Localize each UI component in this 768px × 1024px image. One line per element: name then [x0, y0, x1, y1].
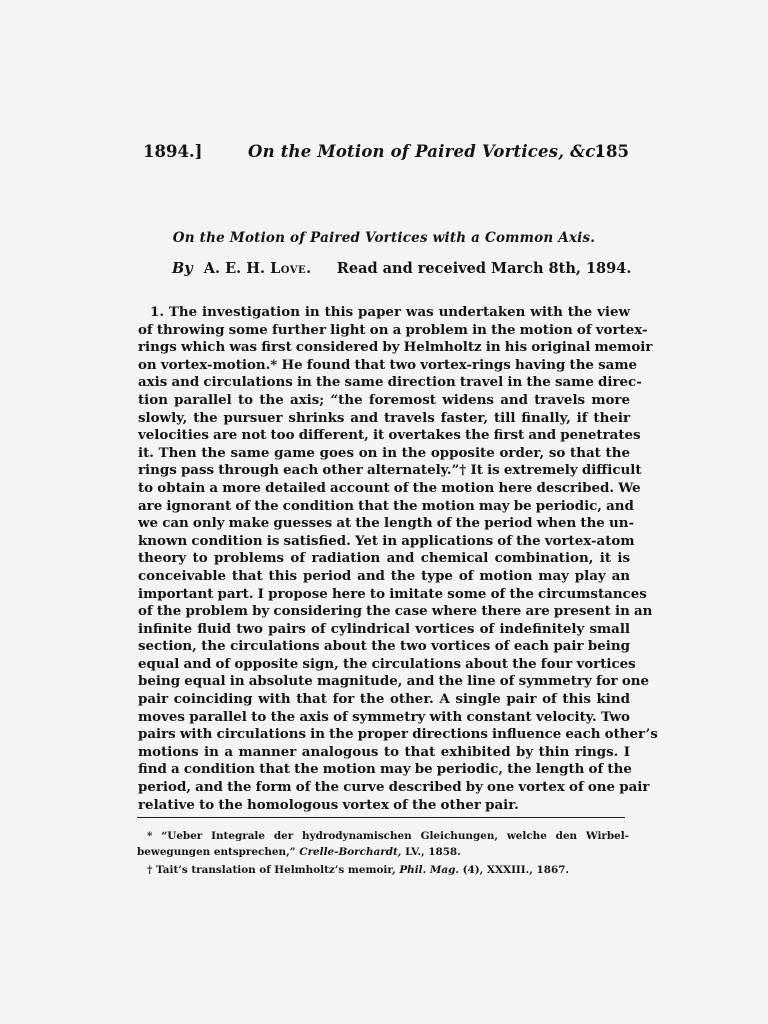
running-header	[143, 142, 633, 166]
paragraph-line: pairs with circulations in the proper directions influence each other’s	[138, 726, 658, 743]
article-title: On the Motion of Paired Vortices with a Common Axis.	[172, 230, 596, 246]
paragraph-line: velocities are not too different, it overtakes the first and penetrates	[138, 427, 641, 444]
footnote-1-volume: LV., 1858.	[405, 845, 461, 858]
footnote-1-journal: Crelle-Borchardt,	[299, 845, 402, 858]
paragraph-line: conceivable that this period and the type of motion may play an	[138, 567, 630, 584]
footnote-1-text: bewegungen entsprechen,”	[137, 845, 296, 858]
paragraph-line: section, the circulations about the two vortices of each pair being	[138, 638, 630, 655]
paragraph-line: period, and the form of the curve described by one vortex of one pair	[138, 779, 650, 796]
paragraph-line: equal and of opposite sign, the circulations about the four vortices	[138, 655, 636, 672]
paragraph-line: motions in a manner analogous to that exhibited by thin rings. I	[138, 743, 630, 760]
paragraph-line: of the problem by considering the case where there are present in an	[138, 603, 653, 620]
paragraph-line: we can only make guesses at the length of the period when the un-	[138, 515, 635, 532]
paragraph-line: find a condition that the motion may be periodic, the length of the	[138, 761, 632, 778]
header-running-title: On the Motion of Paired Vortices, &c.	[248, 142, 602, 161]
byline-read-date: Read and received March 8th, 1894.	[336, 260, 632, 277]
body-paragraph	[138, 304, 658, 814]
paragraph-line: to obtain a more detailed account of the motion here described. We	[138, 479, 641, 496]
byline-author-initials: A. E. H.	[203, 260, 265, 277]
paragraph-line: known condition is satisfied. Yet in applications of the vortex-atom	[138, 532, 635, 549]
footnote-2	[137, 863, 629, 879]
paragraph-line: important part. I propose here to imitate some of the circumstances	[138, 585, 647, 602]
footnote-2-text: † Tait’s translation of Helmholtz’s memoir,	[147, 864, 396, 876]
footnote-divider	[137, 817, 625, 818]
paragraph-line: moves parallel to the axis of symmetry with constant velocity. Two	[138, 708, 630, 725]
page-number: 185	[594, 142, 629, 161]
byline-author-surname: Love.	[270, 260, 312, 277]
paragraph-line: infinite fluid two pairs of cylindrical vortices of indefinitely small	[138, 620, 630, 637]
header-year: 1894.]	[143, 142, 203, 161]
footnote-1-line-2	[137, 845, 629, 861]
footnotes	[137, 829, 629, 879]
paragraph-line: tion parallel to the axis; “the foremost widens and travels more	[138, 391, 630, 408]
paragraph-line: pair coinciding with that for the other. A single pair of this kind	[138, 691, 630, 708]
paragraph-line: theory to problems of radiation and chemical combination, it is	[138, 550, 630, 567]
paragraph-line: being equal in absolute magnitude, and the line of symmetry for one	[138, 673, 650, 690]
paragraph-line: relative to the homologous vortex of the other pair.	[138, 796, 519, 813]
paragraph-line: axis and circulations in the same direction travel in the same direc-	[138, 374, 642, 391]
paragraph-line: are ignorant of the condition that the motion may be periodic, and	[138, 497, 634, 514]
paragraph-line: 1. The investigation in this paper was undertaken with the view	[150, 304, 630, 320]
byline-by: By	[172, 260, 193, 277]
paragraph-line: it. Then the same game goes on in the opposite order, so that the	[138, 444, 630, 461]
paragraph-line: rings pass through each other alternately.”† It is extremely difficult	[138, 462, 642, 479]
paragraph-line: rings which was first considered by Helmholtz in his original memoir	[138, 339, 653, 356]
paragraph-line: on vortex-motion.* He found that two vortex-rings having the same	[138, 356, 638, 373]
footnote-2-volume: (4), XXXIII., 1867.	[462, 864, 570, 876]
paragraph-line: of throwing some further light on a problem in the motion of vortex-	[138, 321, 648, 338]
footnote-1-line-1: * “Ueber Integrale der hydrodynamischen Gleichungen, welche den Wirbel-	[147, 830, 629, 842]
paragraph-line: slowly, the pursuer shrinks and travels faster, till finally, if their	[138, 409, 630, 426]
footnote-2-journal: Phil. Mag.	[399, 864, 459, 876]
article-byline	[172, 260, 632, 277]
